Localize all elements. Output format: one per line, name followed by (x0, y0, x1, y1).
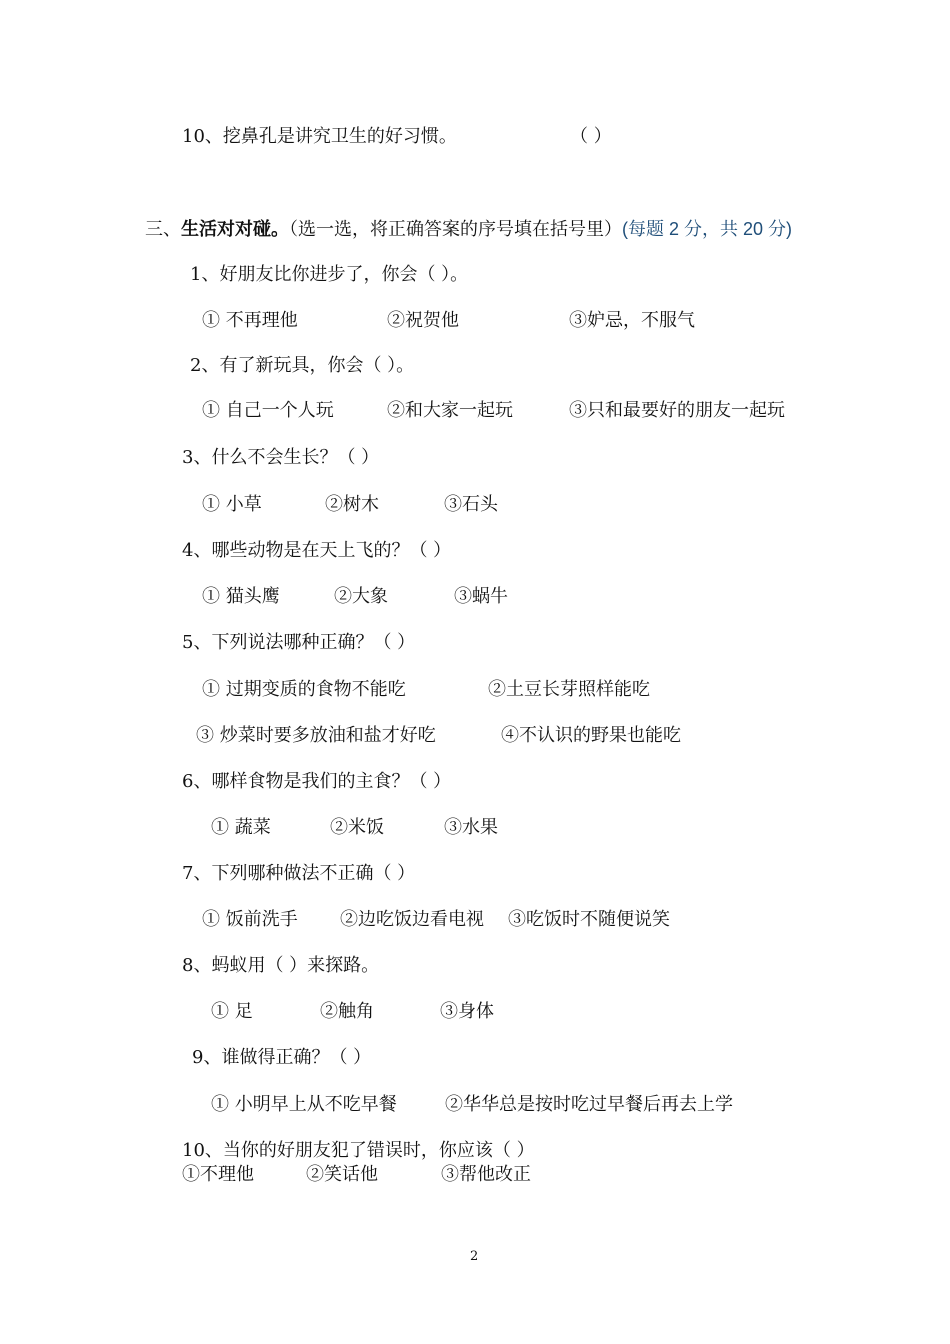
question-10: 10、当你的好朋友犯了错误时，你应该（ ） (182, 1140, 535, 1161)
option-5c[interactable]: ③ 炒菜时要多放油和盐才好吃 (196, 725, 436, 746)
option-4a[interactable]: ① 猫头鹰 (202, 586, 280, 607)
question-9: 9、谁做得正确？（ ） (192, 1047, 372, 1068)
option-2b[interactable]: ②和大家一起玩 (387, 400, 513, 421)
question-5: 5、下列说法哪种正确？（ ） (182, 632, 416, 653)
option-8b[interactable]: ②触角 (320, 1001, 374, 1022)
option-2a[interactable]: ① 自己一个人玩 (202, 400, 334, 421)
question-8: 8、蚂蚁用（ ）来探路。 (182, 955, 380, 976)
option-1a[interactable]: ① 不再理他 (202, 310, 298, 331)
option-6c[interactable]: ③水果 (444, 817, 498, 838)
prev-question-10 (182, 125, 457, 149)
option-7b[interactable]: ②边吃饭边看电视 (340, 909, 484, 930)
section-instruction: （选一选，将正确答案的序号填在括号里） (289, 219, 622, 240)
section-prefix: 三、 (145, 219, 181, 240)
option-10a[interactable]: ①不理他 (182, 1164, 254, 1185)
option-3c[interactable]: ③石头 (444, 494, 498, 515)
section-header (145, 217, 792, 242)
section-title: 生活对对碰。 (181, 219, 289, 240)
option-8a[interactable]: ① 足 (211, 1001, 253, 1022)
question-6: 6、哪样食物是我们的主食？（ ） (182, 771, 452, 792)
section-score: (每题 2 分，共 20 分) (622, 219, 793, 239)
option-10b[interactable]: ②笑话他 (306, 1164, 378, 1185)
question-7: 7、下列哪种做法不正确（ ） (182, 863, 416, 884)
option-7c[interactable]: ③吃饭时不随便说笑 (508, 909, 670, 930)
question-4: 4、哪些动物是在天上飞的？（ ） (182, 540, 452, 561)
question-text: 10、挖鼻孔是讲究卫生的好习惯。 (182, 126, 457, 147)
question-1: 1、好朋友比你进步了，你会（ ）。 (190, 264, 469, 285)
option-6b[interactable]: ②米饭 (330, 817, 384, 838)
option-5b[interactable]: ②土豆长芽照样能吃 (488, 679, 650, 700)
answer-blank[interactable]: （ ） (570, 126, 612, 147)
option-7a[interactable]: ① 饭前洗手 (202, 909, 298, 930)
option-9a[interactable]: ① 小明早上从不吃早餐 (211, 1094, 397, 1115)
option-6a[interactable]: ① 蔬菜 (211, 817, 271, 838)
option-4b[interactable]: ②大象 (334, 586, 388, 607)
option-5d[interactable]: ④不认识的野果也能吃 (501, 725, 681, 746)
option-2c[interactable]: ③只和最要好的朋友一起玩 (569, 400, 785, 421)
option-5a[interactable]: ① 过期变质的食物不能吃 (202, 679, 406, 700)
page-number: 2 (470, 1249, 479, 1264)
question-2: 2、有了新玩具，你会（ ）。 (190, 355, 415, 376)
option-10c[interactable]: ③帮他改正 (441, 1164, 531, 1185)
option-9b[interactable]: ②华华总是按时吃过早餐后再去上学 (445, 1094, 733, 1115)
option-1b[interactable]: ②祝贺他 (387, 310, 459, 331)
question-3: 3、什么不会生长？（ ） (182, 447, 380, 468)
option-4c[interactable]: ③蜗牛 (454, 586, 508, 607)
option-1c[interactable]: ③妒忌，不服气 (569, 310, 695, 331)
option-3b[interactable]: ②树木 (325, 494, 379, 515)
option-3a[interactable]: ① 小草 (202, 494, 262, 515)
option-8c[interactable]: ③身体 (440, 1001, 494, 1022)
